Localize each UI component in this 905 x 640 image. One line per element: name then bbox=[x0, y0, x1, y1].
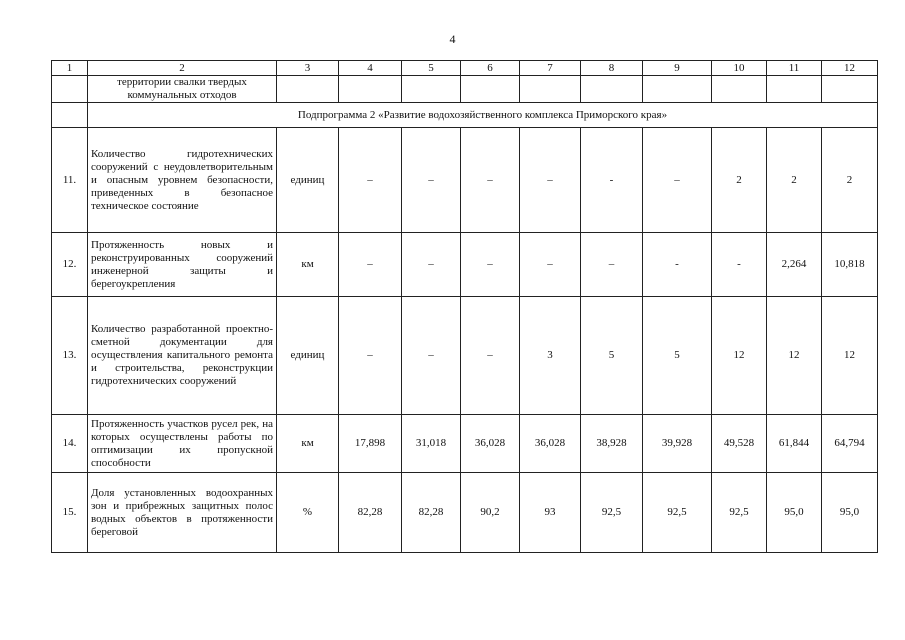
continuation-row bbox=[52, 76, 878, 103]
row-number-cell: 14. bbox=[52, 415, 88, 473]
value-cell: 31,018 bbox=[402, 415, 461, 473]
value-cell: 2 bbox=[767, 128, 822, 233]
subprogram-title: Подпрограмма 2 «Развитие водохозяйственного комплекса Приморского края» bbox=[88, 103, 878, 128]
value-cell: – bbox=[461, 128, 520, 233]
table-row bbox=[52, 473, 878, 553]
column-number-header: 5 bbox=[402, 61, 461, 76]
column-number-header: 7 bbox=[520, 61, 581, 76]
value-cell: – bbox=[520, 128, 581, 233]
value-cell bbox=[461, 76, 520, 103]
value-cell: 93 bbox=[520, 473, 581, 553]
value-cell: 61,844 bbox=[767, 415, 822, 473]
value-cell: - bbox=[712, 233, 767, 297]
value-cell bbox=[822, 76, 878, 103]
value-cell bbox=[581, 76, 643, 103]
value-cell: 95,0 bbox=[822, 473, 878, 553]
value-cell: 5 bbox=[581, 297, 643, 415]
row-number-cell: 11. bbox=[52, 128, 88, 233]
value-cell bbox=[643, 76, 712, 103]
indicator-name-cell: Протяженность участков русел рек, на которых осуществлены работы по оптимизации их пропускной способности bbox=[88, 415, 277, 473]
column-number-header: 12 bbox=[822, 61, 878, 76]
column-number-header: 9 bbox=[643, 61, 712, 76]
column-number-header: 10 bbox=[712, 61, 767, 76]
table-row bbox=[52, 233, 878, 297]
value-cell: – bbox=[520, 233, 581, 297]
value-cell: 92,5 bbox=[643, 473, 712, 553]
indicator-name-cell: Доля установленных водоохранных зон и прибрежных защитных полос водных объектов в протяженности береговой bbox=[88, 473, 277, 553]
unit-cell: км bbox=[277, 415, 339, 473]
value-cell: 12 bbox=[712, 297, 767, 415]
table-row bbox=[52, 128, 878, 233]
column-number-header: 11 bbox=[767, 61, 822, 76]
value-cell: 17,898 bbox=[339, 415, 402, 473]
table-row bbox=[52, 297, 878, 415]
value-cell: 49,528 bbox=[712, 415, 767, 473]
value-cell: – bbox=[643, 128, 712, 233]
value-cell: – bbox=[402, 128, 461, 233]
value-cell: 2 bbox=[712, 128, 767, 233]
unit-cell: единиц bbox=[277, 128, 339, 233]
value-cell: 2,264 bbox=[767, 233, 822, 297]
value-cell: – bbox=[339, 233, 402, 297]
value-cell bbox=[767, 76, 822, 103]
value-cell: 64,794 bbox=[822, 415, 878, 473]
value-cell: 95,0 bbox=[767, 473, 822, 553]
value-cell bbox=[339, 76, 402, 103]
subprogram-row bbox=[52, 103, 878, 128]
value-cell: - bbox=[643, 233, 712, 297]
value-cell: 39,928 bbox=[643, 415, 712, 473]
value-cell: 12 bbox=[767, 297, 822, 415]
indicators-table bbox=[51, 60, 878, 553]
value-cell: 5 bbox=[643, 297, 712, 415]
column-number-header: 2 bbox=[88, 61, 277, 76]
unit-cell: единиц bbox=[277, 297, 339, 415]
header-row bbox=[52, 61, 878, 76]
value-cell: 10,818 bbox=[822, 233, 878, 297]
row-number-cell bbox=[52, 103, 88, 128]
indicator-name-cell: Протяженность новых и реконструированных сооружений инженерной защиты и берегоукрепления bbox=[88, 233, 277, 297]
indicator-name-cell: территории свалки твердых коммунальных отходов bbox=[88, 76, 277, 103]
value-cell: 36,028 bbox=[520, 415, 581, 473]
page-number: 4 bbox=[449, 32, 456, 46]
value-cell: – bbox=[581, 233, 643, 297]
value-cell: 82,28 bbox=[402, 473, 461, 553]
indicator-name-cell: Количество разработанной проектно-сметной документации для осуществления капитального ремонта и строительства, реконструкции гидротехнических сооружений bbox=[88, 297, 277, 415]
column-number-header: 8 bbox=[581, 61, 643, 76]
row-number-cell bbox=[52, 76, 88, 103]
value-cell: – bbox=[461, 297, 520, 415]
value-cell: 12 bbox=[822, 297, 878, 415]
value-cell bbox=[277, 76, 339, 103]
value-cell bbox=[520, 76, 581, 103]
value-cell: 92,5 bbox=[581, 473, 643, 553]
value-cell: – bbox=[461, 233, 520, 297]
value-cell: 82,28 bbox=[339, 473, 402, 553]
unit-cell: км bbox=[277, 233, 339, 297]
value-cell: 92,5 bbox=[712, 473, 767, 553]
value-cell: – bbox=[402, 297, 461, 415]
value-cell: – bbox=[339, 128, 402, 233]
value-cell: - bbox=[581, 128, 643, 233]
value-cell: 38,928 bbox=[581, 415, 643, 473]
value-cell bbox=[712, 76, 767, 103]
value-cell bbox=[402, 76, 461, 103]
column-number-header: 3 bbox=[277, 61, 339, 76]
value-cell: – bbox=[402, 233, 461, 297]
value-cell: 2 bbox=[822, 128, 878, 233]
row-number-cell: 13. bbox=[52, 297, 88, 415]
value-cell: 3 bbox=[520, 297, 581, 415]
unit-cell: % bbox=[277, 473, 339, 553]
row-number-cell: 12. bbox=[52, 233, 88, 297]
column-number-header: 6 bbox=[461, 61, 520, 76]
row-number-cell: 15. bbox=[52, 473, 88, 553]
table-row bbox=[52, 415, 878, 473]
value-cell: 90,2 bbox=[461, 473, 520, 553]
column-number-header: 4 bbox=[339, 61, 402, 76]
value-cell: 36,028 bbox=[461, 415, 520, 473]
indicator-name-cell: Количество гидротехнических сооружений с неудовлетворительным и опасным уровнем безопасности, приведенных в безопасное техническое состояние bbox=[88, 128, 277, 233]
column-number-header: 1 bbox=[52, 61, 88, 76]
value-cell: – bbox=[339, 297, 402, 415]
